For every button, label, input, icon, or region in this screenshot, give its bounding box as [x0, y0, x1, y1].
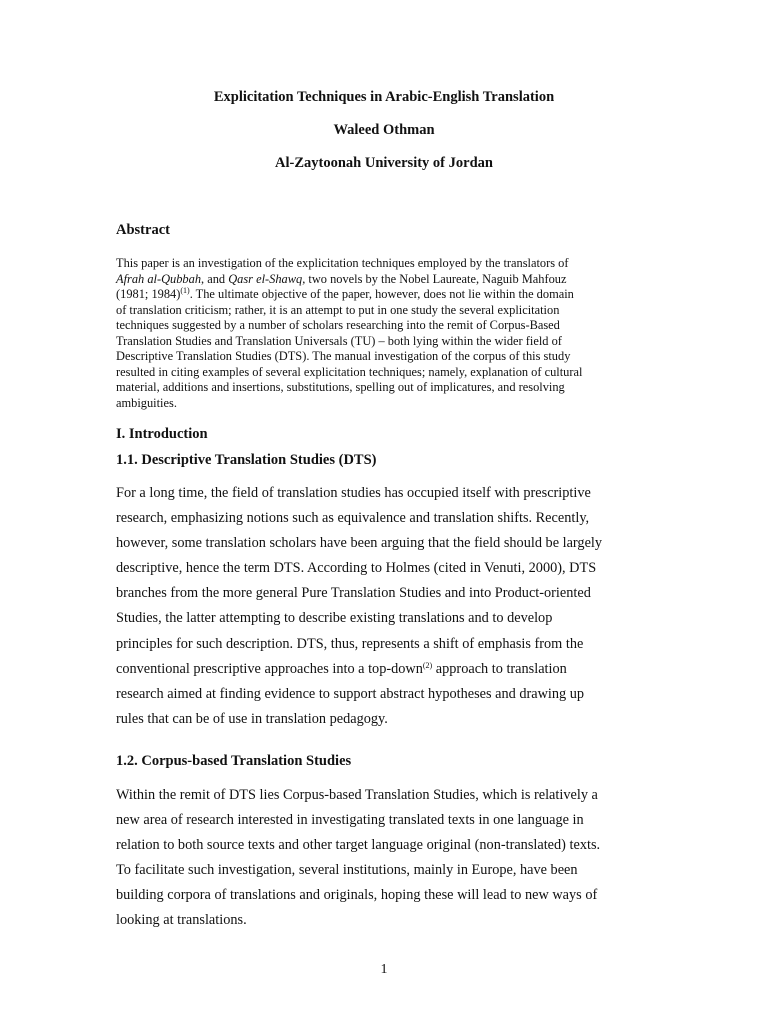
abstract-line: techniques suggested by a number of scholars researching into the remit of Corpus-Based: [116, 318, 560, 332]
novel-title: Qasr el-Shawq,: [228, 271, 306, 286]
body-line: [116, 657, 656, 682]
body-line: research aimed at finding evidence to support abstract hypotheses and drawing up: [116, 685, 585, 702]
body-line: To facilitate such investigation, several institutions, mainly in Europe, have been: [116, 862, 578, 879]
body-line: new area of research interested in investigating translated texts in one language in: [116, 812, 584, 829]
subsection-heading-dts: 1.1. Descriptive Translation Studies (DTS): [116, 452, 377, 468]
body-line: principles for such description. DTS, thus, represents a shift of emphasis from the: [116, 635, 584, 652]
abstract-heading: Abstract: [116, 222, 170, 238]
abstract-line: [116, 272, 656, 288]
author-affiliation: Al-Zaytoonah University of Jordan: [275, 155, 493, 171]
footnote-marker: (1): [180, 286, 190, 295]
abstract-text: . The ultimate objective of the paper, however, does not lie within the domain: [189, 287, 574, 301]
abstract-line: [116, 287, 656, 303]
abstract-line: Descriptive Translation Studies (DTS). The manual investigation of the corpus of this study: [116, 349, 571, 363]
abstract-line: ambiguities.: [116, 395, 177, 410]
paper-title: Explicitation Techniques in Arabic-English Translation: [213, 89, 555, 105]
abstract-line: This paper is an investigation of the explicitation techniques employed by the translators of: [116, 256, 569, 270]
abstract-text: (1981; 1984): [116, 287, 181, 301]
body-text: conventional prescriptive approaches into a top-down: [116, 660, 423, 677]
body-line: rules that can be of use in translation pedagogy.: [116, 710, 388, 727]
novel-title: Afrah al-Qubbah: [116, 271, 202, 286]
body-line: descriptive, hence the term DTS. According to Holmes (cited in Venuti, 2000), DTS: [116, 560, 597, 577]
author-name: Waleed Othman: [333, 122, 435, 138]
abstract-line: material, additions and insertions, substitutions, spelling out of implicatures, and resolving: [116, 380, 565, 394]
abstract-line: of translation criticism; rather, it is an attempt to put in one study the several explicitation: [116, 302, 560, 317]
body-line: Studies, the latter attempting to describe existing translations and to develop: [116, 610, 553, 627]
page-number: 1: [380, 962, 388, 977]
corpus-paragraph: [116, 783, 656, 934]
dts-paragraph: [116, 481, 656, 732]
body-line: however, some translation scholars have been arguing that the field should be largely: [116, 535, 603, 552]
body-line: looking at translations.: [116, 912, 247, 929]
abstract-line: Translation Studies and Translation Universals (TU) – both lying within the wider field of: [116, 333, 562, 348]
body-line: For a long time, the field of translation studies has occupied itself with prescriptive: [116, 485, 591, 501]
body-line: building corpora of translations and originals, hoping these will lead to new ways of: [116, 887, 598, 904]
abstract-text: , and: [201, 271, 229, 286]
body-line: research, emphasizing notions such as equivalence and translation shifts. Recently,: [116, 510, 590, 527]
section-heading-introduction: I. Introduction: [116, 426, 208, 442]
abstract-paragraph: [116, 256, 656, 411]
body-line: relation to both source texts and other target language original (non-translated) texts.: [116, 837, 601, 854]
footnote-marker: (2): [422, 660, 433, 670]
body-line: Within the remit of DTS lies Corpus-based Translation Studies, which is relatively a: [116, 787, 598, 803]
body-line: branches from the more general Pure Translation Studies and into Product-oriented: [116, 585, 591, 602]
abstract-line: resulted in citing examples of several explicitation techniques; namely, explanation of cultural: [116, 364, 583, 379]
subsection-heading-corpus: 1.2. Corpus-based Translation Studies: [116, 753, 352, 769]
body-text: approach to translation: [432, 660, 567, 677]
abstract-text: two novels by the Nobel Laureate, Naguib Mahfouz: [305, 271, 567, 286]
